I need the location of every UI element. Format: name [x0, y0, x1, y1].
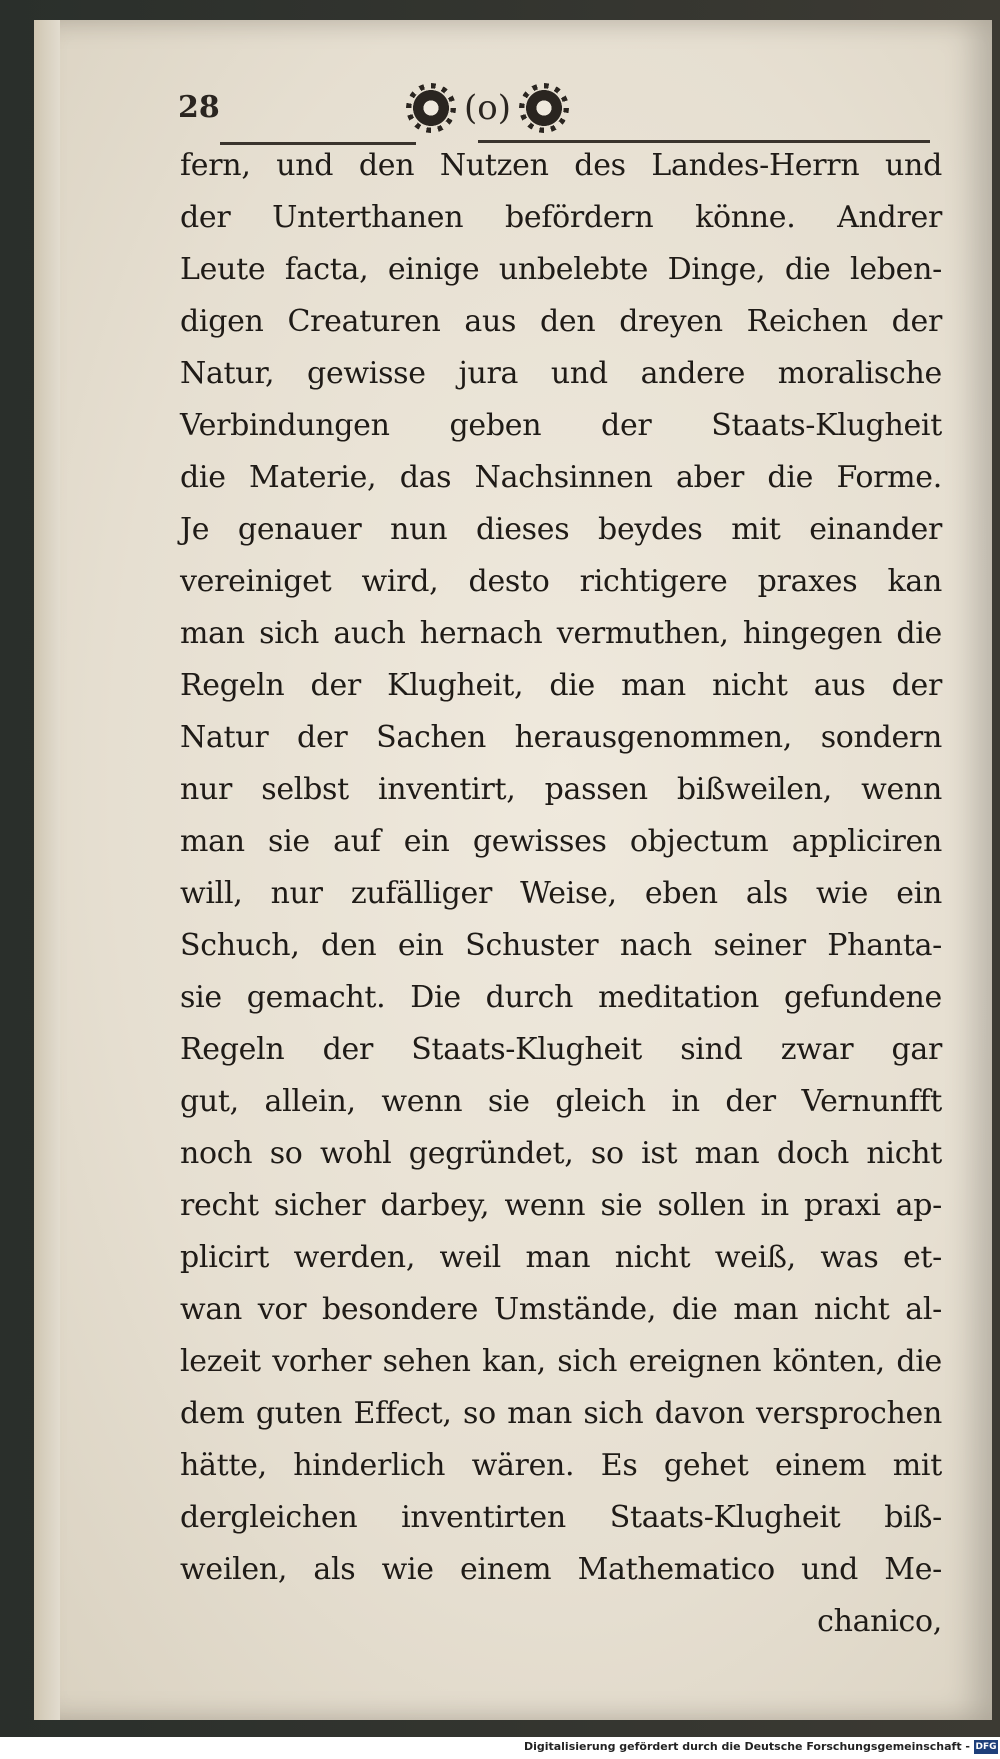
text-line: plicirt werden, weil man nicht weiß, was et-: [180, 1240, 942, 1275]
footer-bar: [0, 1737, 1000, 1759]
text-line: Natur der Sachen herausgenommen, sondern: [180, 720, 942, 755]
text-line: der Unterthanen befördern könne. Andrer: [180, 200, 942, 235]
text-line: Schuch, den ein Schuster nach seiner Phanta-: [180, 928, 942, 963]
text-line: fern, und den Nutzen des Landes-Herrn und: [180, 148, 942, 183]
page-edge-shadow: [34, 20, 60, 1720]
page-header: [178, 70, 958, 150]
text-line: man sich auch hernach vermuthen, hingegen die: [180, 616, 942, 651]
page-number: 28: [178, 90, 220, 125]
text-line: Je genauer nun dieses beydes mit einander: [180, 512, 942, 547]
text-line: die Materie, das Nachsinnen aber die Forme.: [180, 460, 942, 495]
text-line: man sie auf ein gewisses objectum appliciren: [180, 824, 942, 859]
text-line: vereiniget wird, desto richtigere praxes kan: [180, 564, 942, 599]
text-line: Leute facta, einige unbelebte Dinge, die leben-: [180, 252, 942, 287]
text-line: dergleichen inventirten Staats-Klugheit biß-: [180, 1500, 942, 1535]
catchword: chanico,: [817, 1604, 942, 1639]
text-line: sie gemacht. Die durch meditation gefundene: [180, 980, 942, 1015]
header-ornament: [410, 78, 565, 138]
text-line: will, nur zufälliger Weise, eben als wie ein: [180, 876, 942, 911]
ornament-center-text: (o): [464, 88, 511, 128]
text-line: hätte, hinderlich wären. Es gehet einem mit: [180, 1448, 942, 1483]
rosette-left-icon: [410, 87, 452, 129]
footer-credit: Digitalisierung gefördert durch die Deutsche Forschungsgemeinschaft -: [523, 1740, 970, 1753]
text-line: Regeln der Klugheit, die man nicht aus der: [180, 668, 942, 703]
text-line: Natur, gewisse jura und andere moralische: [180, 356, 942, 391]
text-line: recht sicher darbey, wenn sie sollen in praxi ap-: [180, 1188, 942, 1223]
body-text: [180, 140, 942, 1648]
text-line: noch so wohl gegründet, so ist man doch nicht: [180, 1136, 942, 1171]
text-line: digen Creaturen aus den dreyen Reichen der: [180, 304, 942, 339]
text-line: weilen, als wie einem Mathematico und Me-: [180, 1552, 942, 1587]
text-line: Regeln der Staats-Klugheit sind zwar gar: [180, 1032, 942, 1067]
text-line: gut, allein, wenn sie gleich in der Vernunfft: [180, 1084, 942, 1119]
dfg-logo-icon: DFG: [975, 1742, 997, 1752]
text-line: lezeit vorher sehen kan, sich ereignen könten, die: [180, 1344, 942, 1379]
text-line: nur selbst inventirt, passen bißweilen, wenn: [180, 772, 942, 807]
text-line: wan vor besondere Umstände, die man nicht al-: [180, 1292, 942, 1327]
text-line: dem guten Effect, so man sich davon versprochen: [180, 1396, 942, 1431]
text-line: Verbindungen geben der Staats-Klugheit: [180, 408, 942, 443]
rosette-right-icon: [523, 87, 565, 129]
